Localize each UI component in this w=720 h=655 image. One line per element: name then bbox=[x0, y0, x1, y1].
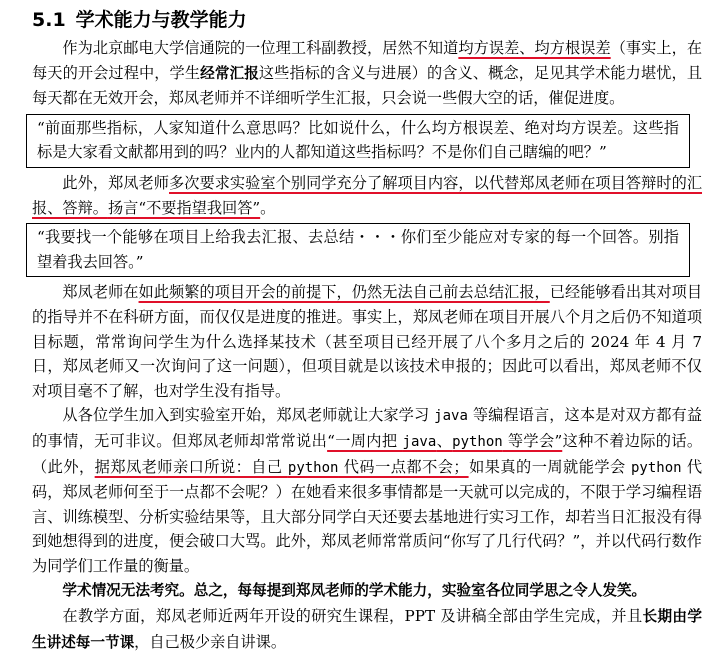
text-run: 等学会” bbox=[502, 431, 563, 450]
section-number: 5.1 bbox=[32, 9, 66, 31]
underlined-text bbox=[327, 432, 562, 450]
underlined-text: 多次要求实验室个别同学充分了解项目内容，以代替郑凤老师在项目答辩时的汇报、答辩。 bbox=[32, 173, 703, 217]
underlined-text bbox=[95, 458, 469, 476]
text-run: ，自己极少亲自讲课。 bbox=[134, 632, 287, 651]
underlined-text: 如此频繁的项目开会的前提下，仍然无法自己前去总结汇报， bbox=[138, 283, 550, 302]
section-title: 学术能力与教学能力 bbox=[75, 9, 247, 31]
quote-box-2: “我要找一个能够在项目上给我去汇报、去总结・・・你们至少能应对专家的每一个回答。别指望着我去回答。” bbox=[26, 223, 690, 277]
code-text: java bbox=[434, 408, 468, 425]
code-text: python bbox=[287, 459, 339, 476]
text-run: 这些指标的含义与进展）的含义、概念，足见其学术能力堪忧，且每天都在无效开会，郑凤老师并不详细听学生汇报，只会说一些假大空的话，催促进度。 bbox=[32, 63, 703, 108]
paragraph-5 bbox=[32, 578, 702, 604]
code-text: java bbox=[402, 433, 437, 450]
text-run: 代码，郑凤老师何至于一点都不会呢？）在她看来很多事情都是一天就可以完成的，不限于学习编程语言、训练模型、分析实验结果等，且大部分同学白天还要去基地进行实习工作，却若当日汇报没有得到她想得到的进度，便会破口大骂。此外，郑凤老师常常质问“你写了几行代码？”，并以代码行数作为同学们工作量的衡量。 bbox=[32, 457, 703, 575]
text-run: 此外，郑凤老师 bbox=[62, 173, 169, 192]
paragraph-2 bbox=[32, 171, 702, 220]
text-run: （事实上，在每天的开会过程中，学生 bbox=[32, 39, 703, 82]
underlined-text: 扬言“不要指望我回答” bbox=[107, 198, 261, 217]
text-run: 、 bbox=[436, 431, 453, 450]
section-heading bbox=[32, 6, 702, 34]
bold-text: 学术情况无法考究。总之，每每提到郑凤老师的学术能力，实验室各位同学思之令人发笑。 bbox=[62, 582, 647, 600]
text-run: 这种不着边际的话。（此外， bbox=[32, 431, 703, 476]
quote-box-1: “前面那些指标，人家知道什么意思吗？比如说什么，什么均方根误差、绝对均方误差。这些指标是大家看文献都用到的吗？业内的人都知道这些指标吗？不是你们自己瞎编的吧？” bbox=[26, 114, 690, 168]
text-run: 据郑凤老师亲口所说：自己 bbox=[94, 457, 288, 476]
text-run: 。 bbox=[260, 198, 276, 217]
bold-text: 长期由学生讲述每一节课 bbox=[32, 608, 702, 651]
text-run: 作为北京邮电大学信通院的一位理工科副教授，居然不知道 bbox=[62, 39, 459, 57]
paragraph-6 bbox=[32, 604, 702, 655]
bold-text: 经常汇报 bbox=[200, 64, 259, 82]
text-run: 在教学方面，郑凤老师近两年开设的研究生课程，PPT 及讲稿全部由学生完成，并且 bbox=[62, 607, 643, 626]
text-run: 如果真的一周就能学会 bbox=[468, 457, 631, 476]
text-run: 代码一点都不会； bbox=[338, 457, 469, 476]
text-run: 等编程语言，这本是对双方都有益的事情，无可非议。但郑凤老师却常常说出 bbox=[32, 406, 703, 450]
text-run: 郑凤老师在 bbox=[62, 283, 139, 302]
underlined-text: 均方误差、均方根误差 bbox=[458, 39, 611, 57]
paragraph-3 bbox=[32, 280, 702, 403]
text-run: 从各位学生加入到实验室开始，郑凤老师就让大家学习 bbox=[62, 406, 435, 425]
text-run: 已经能够看出其对项目的指导并不在科研方面，而仅仅是进度的推进。事实上，郑凤老师在项目开展八个月之后仍不知道项目标题，常常询问学生为什么选择某技术（甚至项目已经开展了八个多月之后的 2024 年 4 月 7 日，郑凤老师又一次询问了这一问题），但项目就是以该技术申报的；因此可以看出，郑凤老师不仅对项目毫不了解，也对学生没有指导。 bbox=[32, 283, 703, 400]
code-text: python bbox=[630, 459, 682, 476]
text-run: “一周内把 bbox=[327, 431, 403, 450]
paragraph-1 bbox=[32, 36, 702, 111]
paragraph-4 bbox=[32, 403, 702, 578]
code-text: python bbox=[452, 433, 503, 450]
